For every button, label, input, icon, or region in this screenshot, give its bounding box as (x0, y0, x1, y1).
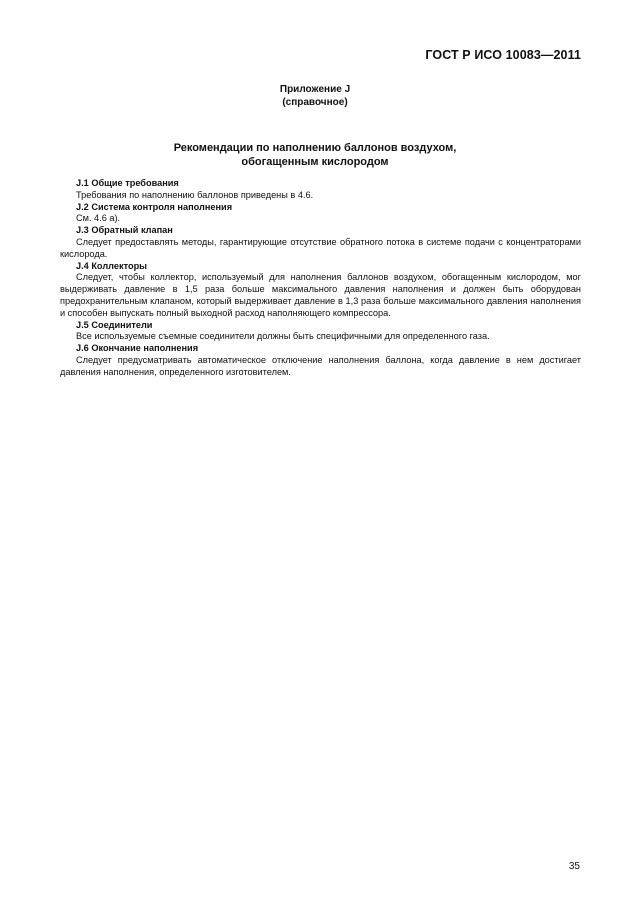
section-heading: J.4 Коллекторы (76, 260, 148, 271)
annex-type: (справочное) (282, 97, 348, 108)
section-text: Следует предусматривать автоматическое отключение наполнения баллона, когда давление в нем достигает давления наполнения, определенного изготовителем. (60, 354, 581, 377)
document-title-line-1: Рекомендации по наполнению баллонов воздухом, (173, 142, 457, 154)
section-j5 (60, 320, 581, 344)
section-text: См. 4.6 а). (76, 213, 121, 224)
document-body (60, 178, 581, 379)
section-text: Требования по наполнению баллонов приведены в 4.6. (76, 189, 314, 200)
standard-id: ГОСТ Р ИСО 10083—2011 (425, 48, 581, 62)
section-heading: J.3 Обратный клапан (76, 225, 173, 236)
section-j6 (60, 343, 581, 378)
document-title-line-2: обогащенным кислородом (241, 156, 389, 168)
annex-heading (0, 83, 630, 109)
section-j1 (60, 178, 581, 202)
section-heading: J.6 Окончание наполнения (76, 343, 199, 354)
section-j3 (60, 225, 581, 260)
document-title (0, 141, 630, 169)
section-j4 (60, 261, 581, 320)
annex-title: Приложение J (279, 84, 351, 95)
section-text: Следует, чтобы коллектор, используемый для наполнения баллонов воздухом, обогащенным кислородом, мог выдерживать давление в 1,5 раза больше максимального давления наполнения и должен быть оборудован предохранительным клапаном, который выдерживает давление в 1,3 раза больше максимального давления наполнения и способен выпускать полный выходной расход наполняющего компрессора. (60, 272, 581, 318)
section-text: Следует предоставлять методы, гарантирующие отсутствие обратного потока в системе подачи с концентраторами кислорода. (60, 236, 581, 259)
section-j2 (60, 202, 581, 226)
page-number: 35 (568, 861, 580, 872)
section-heading: J.2 Система контроля наполнения (76, 201, 233, 212)
section-text: Все используемые съемные соединители должны быть специфичными для определенного газа. (76, 331, 490, 342)
section-heading: J.5 Соединители (76, 319, 153, 330)
section-heading: J.1 Общие требования (76, 178, 179, 188)
